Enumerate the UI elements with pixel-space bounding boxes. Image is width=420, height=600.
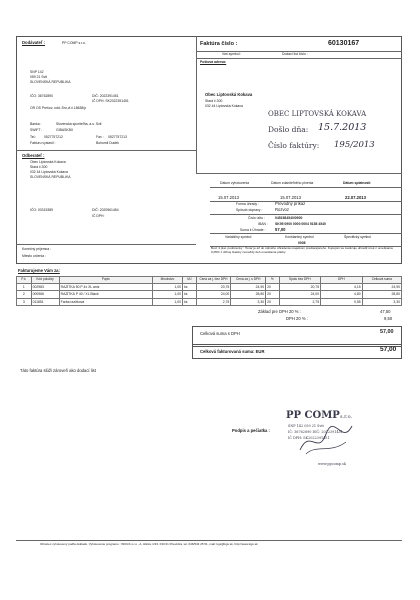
row-code: 002983 xyxy=(31,284,59,291)
customer-icdph: IČ DPH: xyxy=(92,214,105,218)
col-total-net: Spolu bez DPH xyxy=(279,277,321,284)
supplier-icdph: IČ DPH: SK2022391451 xyxy=(92,99,129,103)
recipient-label: Konečný príjemca : xyxy=(22,247,52,251)
account-top-rule xyxy=(210,214,402,215)
supplier-dic: DIČ: 2022391451 xyxy=(92,94,119,98)
stamp-web: www.ppcomp.sk xyxy=(318,462,346,466)
delivery-note-label: Dodací list číslo : xyxy=(282,52,308,56)
fax-value: 0527757213 xyxy=(108,135,127,139)
col-unit: MJ xyxy=(183,277,196,284)
delivery-note-statement: Táto faktúra slúži zároveň ako dodací list xyxy=(20,368,96,373)
stamp-company: PP COMP xyxy=(286,410,340,421)
received-date-value: 15.7.2013 xyxy=(318,122,367,133)
row-rate: 20 xyxy=(266,291,279,298)
payment-value: Prevodný príkaz xyxy=(275,201,306,206)
sum-label: Suma k Úhrade : xyxy=(240,228,266,232)
tel-label: Tel.: xyxy=(30,135,37,139)
row-total-net: 2,75 xyxy=(279,298,321,305)
items-heading: Fakturujeme Vám za: xyxy=(18,268,60,273)
row-rate: 20 xyxy=(266,298,279,305)
col-unit-price: Cena za j. bez DPH xyxy=(196,277,231,284)
iban-label: IBAN : xyxy=(258,222,268,226)
postal-name: Obec Liptovská Kokava xyxy=(205,92,253,97)
row-unit-price: 24,00 xyxy=(196,291,231,298)
stamp-line-1: SNP 142 059 21 Svit xyxy=(288,424,324,428)
invoiced-label: Celková fakturovaná suma: EUR xyxy=(200,349,265,354)
dates-top-rule xyxy=(196,173,402,174)
supplier-address-3: SLOVENSKÁ REPUBLIKA xyxy=(30,80,71,84)
row-number: 2 xyxy=(17,291,32,298)
bottom-rule xyxy=(16,540,402,541)
stamp-line-3: IČ DPH: SK2022391451 xyxy=(288,436,330,440)
fax-label: Fax : xyxy=(96,135,104,139)
total-with-vat-value: 57,00 xyxy=(380,329,394,335)
iban-value: SK95 0900 0000 0004 5158 4540 xyxy=(275,222,326,226)
customer-street: Stará č.300 xyxy=(30,165,48,169)
row-rate: 20 xyxy=(266,284,279,291)
table-row xyxy=(17,284,402,291)
row-quantity: 1,00 xyxy=(152,291,182,298)
row-code: 000966 xyxy=(31,291,59,298)
stamp-line-2: IČ: 36762890 DIČ: 2022391451 xyxy=(288,430,343,434)
specsym-label: Špecifický symbol xyxy=(344,235,371,239)
dates-mid-rule xyxy=(210,187,402,188)
postal-city: 032 44 Liptovská Kokava xyxy=(205,104,243,108)
constsym-value: 0008 xyxy=(298,241,306,245)
swift-value: GIBASKBX xyxy=(56,128,74,132)
issued-date-label: Dátum vyhotovenia xyxy=(220,181,250,185)
col-code: Kód položky xyxy=(31,277,59,284)
delivery-label: Spôsob dopravy : xyxy=(236,208,263,212)
bank-label: Banka : xyxy=(30,122,42,126)
varsym-label: Variabilný symbol xyxy=(225,235,252,239)
row-number: 1 xyxy=(17,284,32,291)
payment-label: Forma úhrady : xyxy=(236,202,259,206)
customer-heading: Odberateľ : xyxy=(22,153,45,158)
row-total-net: 20,75 xyxy=(279,284,321,291)
received-date-label: Došlo dňa: xyxy=(268,125,309,134)
vat-base-label: Základ pre DPH 20 % : xyxy=(258,309,301,314)
issued-date: 15.07.2013 xyxy=(218,195,239,200)
supplier-heading: Dodávateľ : xyxy=(22,40,46,45)
frame-divider xyxy=(196,36,197,173)
recipient-rule xyxy=(16,244,196,245)
row-quantity: 1,00 xyxy=(152,284,182,291)
customer-ico: IČO: 00315389 xyxy=(30,208,53,212)
total-with-vat-label: Celková suma s DPH xyxy=(200,331,240,336)
vat-base-value: 47,50 xyxy=(380,309,391,314)
invoice-no-value: 195/2013 xyxy=(334,140,375,150)
vat-label: DPH 20 % : xyxy=(286,316,308,321)
row-description: Farba razítková xyxy=(59,298,152,305)
tel-value: 0527757212 xyxy=(44,135,63,139)
col-vat: DPH xyxy=(321,277,363,284)
items-header-row xyxy=(17,277,402,284)
row-vat: 0,55 xyxy=(321,298,363,305)
stamp-suffix: s.r.o. xyxy=(340,414,353,420)
destination-label: Miesto určenia : xyxy=(22,254,46,258)
row-unit-price-vat: 28,80 xyxy=(231,291,266,298)
supplier-ico: IČO: 36762890 xyxy=(30,94,53,98)
customer-name: Obec Liptovská Kokava xyxy=(30,160,66,164)
customer-dic: DIČ: 2020561484 xyxy=(92,208,119,212)
customer-city: 032 44 Liptovská Kokava xyxy=(30,170,68,174)
invoice-title-label: Faktúra číslo : xyxy=(200,41,238,47)
variable-symbol-label: Vari.symbol : xyxy=(222,52,242,56)
invoice-number: 60130167 xyxy=(328,40,360,47)
invoice-meta-rule xyxy=(196,58,402,59)
signature-label: Podpis a pečiatka : xyxy=(232,428,270,433)
payment-terms-note: Bod: 4 plat. podmienky : Tovar je až do úplného uhradenia majetkom predávajúceho. Kupujúci sa zaväzuje uhradiť úrok z omeškania 0,05% z dlžnej čiastky za každý deň omeškania platby. xyxy=(211,246,393,254)
row-unit-price: 2,75 xyxy=(196,298,231,305)
postal-heading: Poštová adresa: xyxy=(200,60,227,64)
invoice-no-label: Číslo faktúry: xyxy=(268,141,320,150)
items-table xyxy=(16,276,402,306)
sum-value: 57,00 xyxy=(275,227,286,232)
col-unit-price-vat: Cena za j. s DPH xyxy=(231,277,266,284)
row-unit-price-vat: 24,90 xyxy=(231,284,266,291)
supplier-name: PP COMP s.r.o. xyxy=(62,41,86,45)
postal-street: Stará č.300 xyxy=(205,99,223,103)
tax-date: 15.07.2013 xyxy=(280,195,301,200)
row-description: RAZÍTKA P 40 / XL Black xyxy=(59,291,152,298)
table-row xyxy=(17,291,402,298)
due-date-label: Dátum splatnosti xyxy=(343,181,371,185)
account-label: Číslo účtu : xyxy=(248,216,265,220)
issuer-label: Fakturu vystavil : xyxy=(30,141,56,145)
row-unit-price-vat: 3,30 xyxy=(231,298,266,305)
row-total: 3,30 xyxy=(362,298,401,305)
delivery-value: Rozvoz xyxy=(275,207,289,212)
col-description: Popis xyxy=(59,277,152,284)
bank-value: Slovenská sporiteľňa, a.s. Svit xyxy=(56,122,102,126)
account-value: 0451584540/0900 xyxy=(275,216,303,220)
row-total: 28,80 xyxy=(362,291,401,298)
col-quantity: Množstvo xyxy=(152,277,182,284)
swift-label: SWIFT : xyxy=(30,128,43,132)
symbols-top-rule xyxy=(210,233,402,234)
table-row xyxy=(17,298,402,305)
row-number: 3 xyxy=(17,298,32,305)
row-unit-price: 20,75 xyxy=(196,284,231,291)
tax-date-label: Dátum zdaniteľného plnenia xyxy=(271,181,314,185)
program-note: Obrazec vyhotovený podľa dokladu. Vyhotovenie programu : WKGS s.r.o., A. Hlinku 1/33, 033 01 Prievidza, tel. 046/543 25 51, mail: kgs@kgs.sk, http://www.kgs.sk xyxy=(40,542,258,546)
row-vat: 4,15 xyxy=(321,284,363,291)
col-pc: P.č. xyxy=(17,277,32,284)
supplier-address-2: 059 21 Svit xyxy=(30,75,47,79)
row-unit: ks xyxy=(183,291,196,298)
row-vat: 4,80 xyxy=(321,291,363,298)
received-stamp-name: OBEC LIPTOVSKÁ KOKAVA xyxy=(268,110,367,118)
issuer-value: Bohumil Dudek xyxy=(96,141,119,145)
row-unit: ks xyxy=(183,284,196,291)
vat-value: 9,50 xyxy=(384,316,393,321)
row-total: 24,90 xyxy=(362,284,401,291)
supplier-register: OR OS Prešov, odd.:Sro,vl.č.18638/p xyxy=(30,106,87,110)
col-rate: % xyxy=(266,277,279,284)
col-total: Celková suma xyxy=(362,277,401,284)
row-unit: ks xyxy=(183,298,196,305)
row-quantity: 1,00 xyxy=(152,298,182,305)
row-description: RAZÍTKA 50 P 4x XL anis xyxy=(59,284,152,291)
customer-country: SLOVENSKÁ REPUBLIKA xyxy=(30,175,71,179)
constsym-label: Konštantný symbol xyxy=(285,235,314,239)
invoiced-value: 57,00 xyxy=(380,346,397,353)
customer-rule xyxy=(16,150,196,151)
signature-scribble xyxy=(296,420,356,460)
supplier-address-1: SNP 142 xyxy=(30,70,44,74)
due-date: 22.07.2013 xyxy=(345,195,366,200)
row-total-net: 24,00 xyxy=(279,291,321,298)
row-code: 011851 xyxy=(31,298,59,305)
